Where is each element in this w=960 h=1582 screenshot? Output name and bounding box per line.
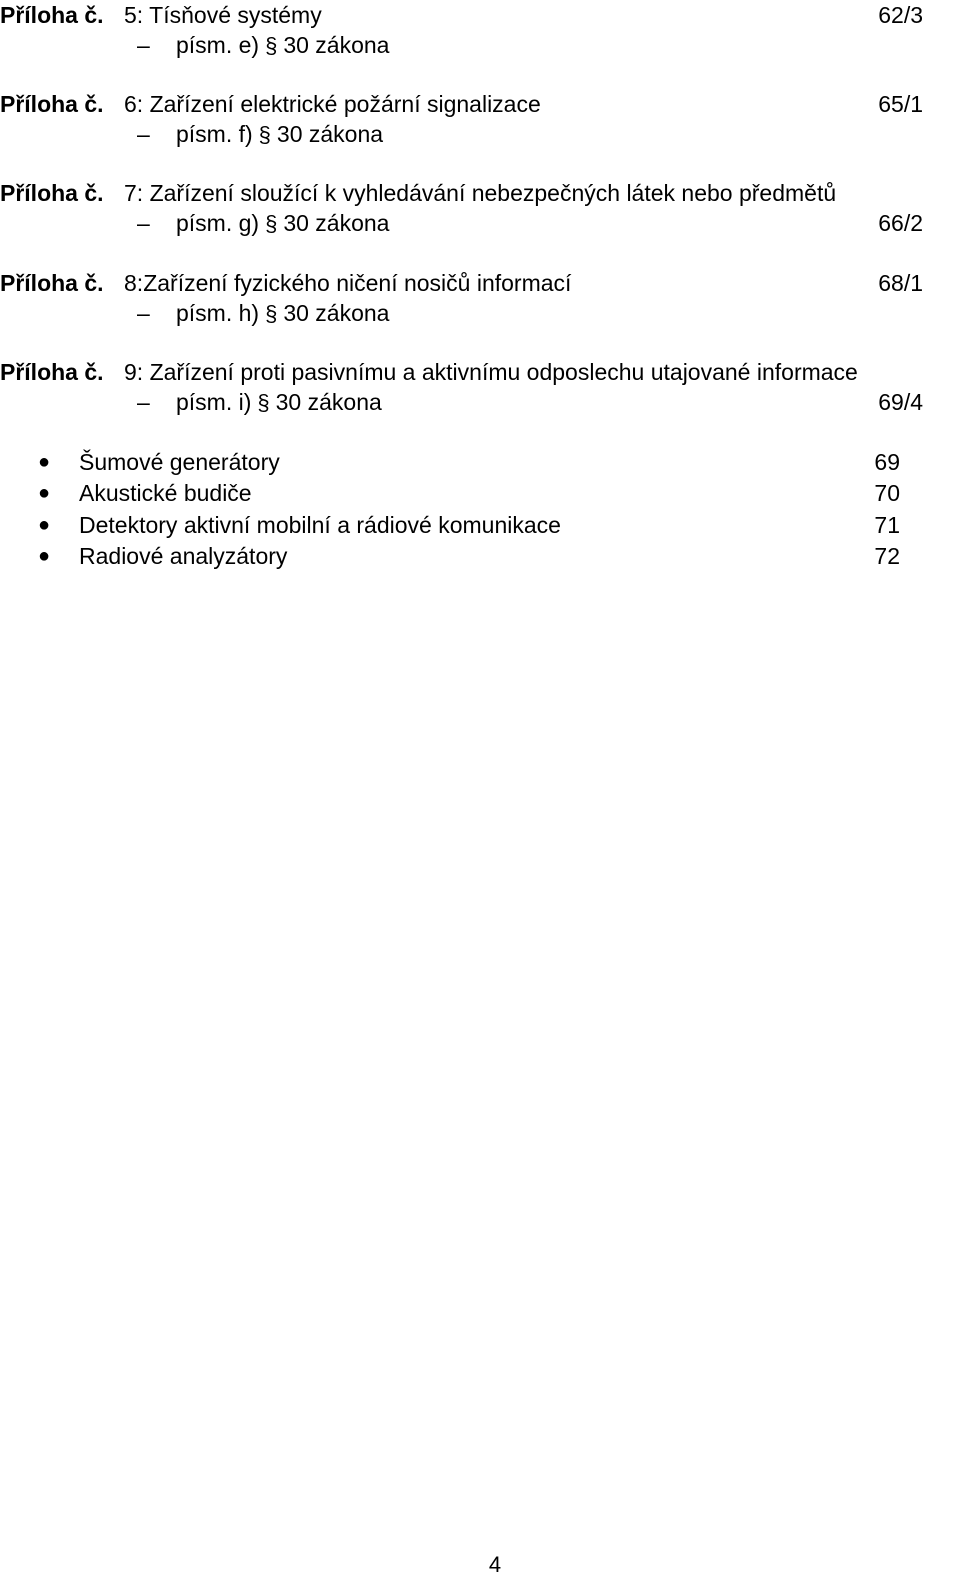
entry-page: 68/1 — [878, 270, 923, 296]
entry-separator: : — [136, 270, 144, 296]
entry-heading — [124, 178, 836, 208]
bullet-page: 72 — [874, 543, 900, 569]
entry-title: Zařízení elektrické požární signalizace — [149, 91, 541, 117]
paragraph-icon: § — [257, 390, 270, 415]
entry-title: Zařízení sloužící k vyhledávání nebezpečných látek nebo předmětů — [149, 180, 837, 206]
entry-page: 66/2 — [878, 210, 923, 236]
bullet-item — [0, 478, 960, 508]
bullet-label: Detektory aktivní mobilní a rádiové komunikace — [79, 512, 561, 538]
bullet-icon: ● — [38, 482, 51, 504]
sub-text-after: 30 zákona — [275, 389, 382, 415]
sub-text-before: písm. f) — [176, 121, 253, 147]
entry-heading — [124, 268, 571, 298]
dash-mark: – — [137, 121, 150, 147]
dash-mark: – — [137, 32, 150, 58]
entry-page: 62/3 — [878, 2, 923, 28]
sub-text-after: 30 zákona — [283, 300, 390, 326]
entry-number: 5 — [124, 2, 137, 28]
toc-entry-5 — [0, 0, 960, 30]
sub-reference — [176, 119, 383, 150]
entry-prefix: Příloha č. — [0, 2, 104, 28]
sub-text-before: písm. g) — [176, 210, 260, 236]
entry-prefix: Příloha č. — [0, 180, 104, 206]
bullet-item — [0, 447, 960, 477]
bullet-label: Akustické budiče — [79, 480, 252, 506]
toc-entry-7 — [0, 178, 960, 208]
sub-reference — [176, 208, 389, 239]
entry-number: 6 — [124, 91, 137, 117]
sub-text-after: 30 zákona — [283, 32, 390, 58]
entry-separator: : — [136, 359, 144, 385]
entry-prefix: Příloha č. — [0, 91, 104, 117]
entry-prefix: Příloha č. — [0, 359, 104, 385]
bullet-label: Radiové analyzátory — [79, 543, 288, 569]
entry-page: 65/1 — [878, 91, 923, 117]
entry-prefix: Příloha č. — [0, 270, 104, 296]
entry-page: 69/4 — [878, 389, 923, 415]
toc-subline-5 — [0, 30, 960, 60]
sub-reference — [176, 387, 382, 418]
toc-subline-7 — [0, 208, 960, 238]
bullet-icon: ● — [38, 545, 51, 567]
bullet-icon: ● — [38, 514, 51, 536]
sub-text-before: písm. i) — [176, 389, 252, 415]
entry-separator: : — [136, 91, 144, 117]
sub-text-after: 30 zákona — [283, 210, 390, 236]
dash-mark: – — [137, 210, 150, 236]
sub-reference — [176, 30, 389, 61]
paragraph-icon: § — [265, 211, 278, 236]
toc-subline-8 — [0, 298, 960, 328]
entry-heading — [124, 357, 858, 387]
entry-number: 9 — [124, 359, 137, 385]
paragraph-icon: § — [265, 301, 278, 326]
toc-entry-8 — [0, 268, 960, 298]
entry-number: 8 — [124, 270, 137, 296]
dash-mark: – — [137, 389, 150, 415]
sub-text-before: písm. h) — [176, 300, 260, 326]
bullet-page: 71 — [874, 512, 900, 538]
entry-separator: : — [136, 2, 144, 28]
bullet-label: Šumové generátory — [79, 449, 280, 475]
bullet-item — [0, 510, 960, 540]
entry-number: 7 — [124, 180, 137, 206]
entry-heading — [124, 0, 322, 30]
entry-title: Zařízení fyzického ničení nosičů informací — [143, 270, 572, 296]
sub-text-after: 30 zákona — [276, 121, 384, 147]
entry-heading — [124, 89, 541, 119]
bullet-icon: ● — [38, 451, 51, 473]
paragraph-icon: § — [258, 122, 271, 147]
page-number: 4 — [488, 1552, 502, 1577]
entry-title: Zařízení proti pasivnímu a aktivnímu odposlechu utajované informace — [149, 359, 858, 385]
toc-subline-6 — [0, 119, 960, 149]
bullet-page: 70 — [874, 480, 900, 506]
bullet-item — [0, 541, 960, 571]
sub-text-before: písm. e) — [176, 32, 260, 58]
dash-mark: – — [137, 300, 150, 326]
toc-subline-9 — [0, 387, 960, 417]
sub-reference — [176, 298, 389, 329]
entry-title: Tísňové systémy — [149, 2, 322, 28]
entry-separator: : — [136, 180, 144, 206]
bullet-page: 69 — [874, 449, 900, 475]
paragraph-icon: § — [265, 33, 278, 58]
toc-entry-9 — [0, 357, 960, 387]
toc-entry-6 — [0, 89, 960, 119]
